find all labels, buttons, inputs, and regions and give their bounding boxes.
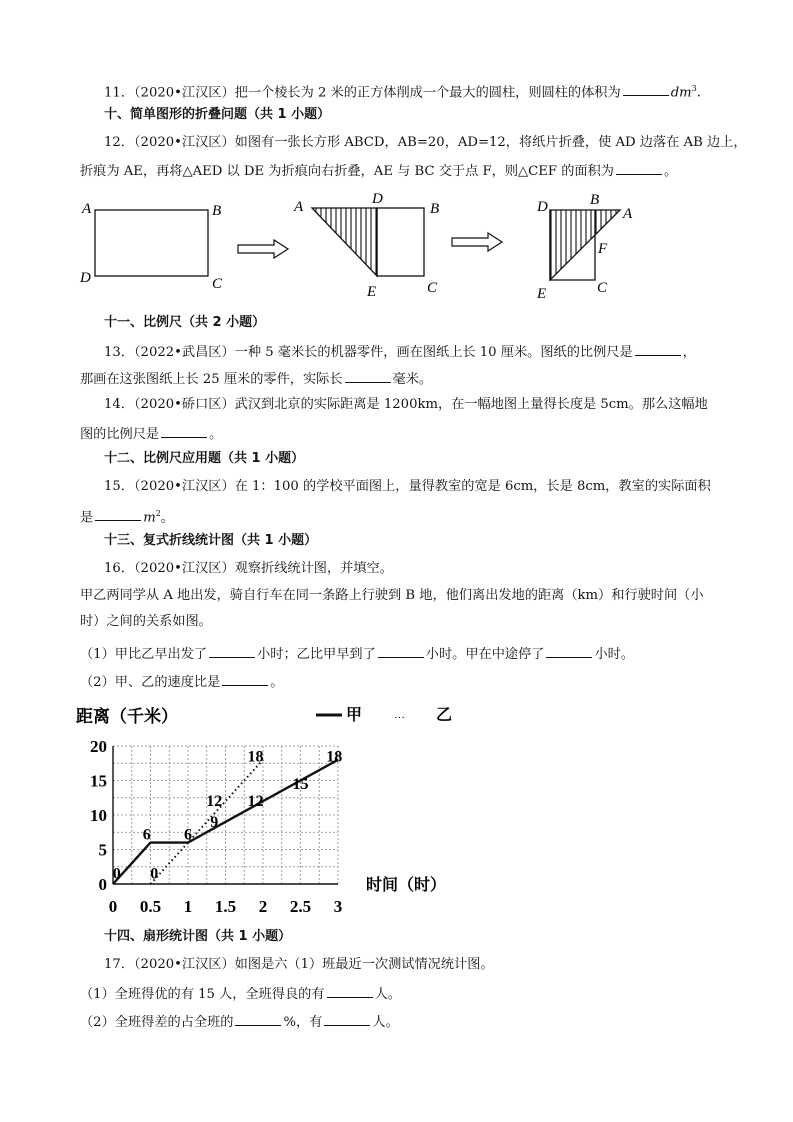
q13-line1-text: 13．（2022•武昌区）一种 5 毫米长的机器零件，画在图纸上长 10 厘米。图纸的比例尺是	[104, 345, 633, 360]
chart-ylabel: 距离（千米）	[76, 707, 178, 726]
q16-part1-d: 小时。	[594, 647, 635, 662]
q16-part2	[80, 672, 740, 692]
q15-line2-text: 是	[80, 510, 94, 526]
q16-line3: 时）之间的关系如图。	[80, 614, 212, 629]
data-label: 9	[210, 813, 219, 831]
q16-answer-blank-4[interactable]	[222, 672, 268, 686]
data-label: 15	[292, 775, 309, 793]
fold-fig3-label-f: F	[598, 241, 608, 257]
q13-line1-end: ，	[682, 345, 696, 360]
q17-part2	[80, 1012, 740, 1032]
q15-answer-blank[interactable]	[95, 507, 141, 521]
q13-answer-blank-2[interactable]	[345, 369, 391, 383]
q11-end: .	[696, 85, 701, 101]
fold-fig3-label-c: C	[597, 280, 608, 296]
q17-part2-c: 人。	[372, 1015, 399, 1030]
y-tick-label: 15	[90, 771, 107, 791]
q11-unit: dm	[670, 85, 692, 101]
legend-jia: 甲	[346, 707, 363, 724]
fold-fig1-label-b: B	[212, 203, 222, 219]
q14-line2-end: 。	[209, 427, 223, 442]
q15-line2-end: 。	[160, 510, 174, 526]
x-tick-label: 1	[183, 897, 193, 916]
fold-arrow-1	[238, 240, 288, 258]
fold-fig1-label-c: C	[212, 276, 223, 292]
x-tick-label: 1.5	[214, 897, 237, 916]
data-label: 6	[184, 826, 192, 844]
fold-fig2-label-b: B	[430, 201, 440, 217]
x-tick-label: 2	[258, 897, 268, 916]
fold-fig2-label-e: E	[367, 284, 377, 300]
q17-answer-blank-2[interactable]	[235, 1012, 281, 1026]
q16-line2: 甲乙两同学从 A 地出发，骑自行车在同一条路上行驶到 B 地，他们离出发地的距离（km）和行驶时间（小	[80, 588, 704, 603]
fold-fig1-rect	[95, 210, 208, 276]
q16-part1-a: （1）甲比乙早出发了	[80, 647, 208, 662]
section-14-heading: 十四、扇形统计图（共 1 小题）	[104, 929, 292, 944]
q16-line1: 16．（2020•江汉区）观察折线统计图，并填空。	[104, 561, 393, 576]
y-tick-label: 0	[98, 875, 107, 894]
q16-answer-blank-2[interactable]	[378, 644, 424, 658]
section-11-heading: 十一、比例尺（共 2 小题）	[104, 315, 266, 330]
q13-line2-end: 毫米。	[392, 372, 433, 387]
fold-fig3-label-b: B	[590, 192, 600, 208]
fold-fig3-label-d: D	[537, 199, 548, 215]
section-12-heading: 十二、比例尺应用题（共 1 小题）	[104, 451, 305, 466]
fold-fig2-label-a: A	[294, 199, 304, 215]
data-label: 18	[326, 748, 343, 766]
q17-part1-a: （1）全班得优的有 15 人，全班得良的有	[80, 987, 325, 1002]
chart-xlabel: 时间（时）	[366, 877, 447, 894]
data-label: 12	[206, 793, 223, 811]
q15-line1: 15．（2020•江汉区）在 1：100 的学校平面图上，量得教室的宽是 6cm，长是 8cm，教室的实际面积	[104, 479, 711, 494]
x-tick-label: 0.5	[139, 897, 162, 916]
fold-arrow-2	[452, 233, 502, 251]
data-label: 18	[247, 748, 264, 766]
data-label: 0	[112, 865, 121, 883]
q12-line2-text: 折痕为 AE，再将△AED 以 DE 为折痕向右折叠，AE 与 BC 交于点 F，则△CEF 的面积为	[80, 164, 614, 179]
data-label: 12	[247, 793, 264, 811]
fold-fig2-hatched-triangle	[312, 208, 377, 276]
q14-line2	[80, 424, 740, 444]
q12-line2	[80, 161, 740, 181]
q17-part1-b: 人。	[374, 987, 401, 1002]
fold-fig2-rect	[377, 208, 424, 276]
q16-answer-blank-1[interactable]	[209, 644, 255, 658]
legend-yi: 乙	[436, 707, 453, 724]
q14-answer-blank[interactable]	[161, 424, 207, 438]
q13-line2	[80, 369, 740, 389]
q13-line2-text: 那画在这张图纸上长 25 厘米的零件，实际长	[80, 372, 343, 387]
q17-answer-blank-3[interactable]	[324, 1012, 370, 1026]
q13-line1	[104, 342, 764, 362]
data-label: 6	[142, 826, 151, 844]
y-tick-label: 20	[90, 737, 107, 756]
q16-part2-a: （2）甲、乙的速度比是	[80, 675, 221, 690]
y-tick-label: 10	[90, 806, 107, 825]
x-tick-label: 0	[108, 897, 118, 916]
q17-answer-blank-1[interactable]	[327, 984, 373, 998]
section-13-heading: 十三、复式折线统计图（共 1 小题）	[104, 533, 318, 548]
q12-line2-end: 。	[663, 164, 678, 179]
q16-part1-b: 小时；乙比甲早到了	[257, 647, 376, 662]
q14-line1: 14．（2020•硚口区）武汉到北京的实际距离是 1200km，在一幅地图上量得长度是 5cm。那么这幅地	[104, 397, 708, 412]
q17-part1	[80, 984, 740, 1004]
q11-number: 11．（2020•江汉区）	[104, 85, 235, 101]
data-label: 0	[150, 865, 159, 883]
q11-text: 把一个棱长为 2 米的正方体削成一个最大的圆柱，则圆柱的体积为	[234, 85, 621, 101]
x-tick-label: 3	[333, 897, 343, 916]
q16-part1-c: 小时。甲在中途停了	[425, 647, 545, 662]
q11-answer-blank[interactable]	[623, 82, 669, 96]
q16-part2-b: 。	[270, 675, 284, 690]
q17-part2-b: %，有	[283, 1015, 323, 1030]
fold-fig2-label-d: D	[372, 191, 383, 207]
section-10-heading: 十、简单图形的折叠问题（共 1 小题）	[104, 107, 331, 122]
fold-fig2-label-c: C	[427, 280, 438, 296]
q11	[104, 80, 764, 102]
q12-answer-blank[interactable]	[616, 161, 662, 175]
q15-unit-sup: 2	[155, 509, 161, 518]
fold-fig3-label-a: A	[623, 206, 633, 222]
q13-answer-blank-1[interactable]	[635, 342, 681, 356]
q12-line1: 12．（2020•江汉区）如图有一张长方形 ABCD，AB=20，AD=12，将纸片折叠，使 AD 边落在 AB 边上，	[104, 135, 747, 150]
q16-answer-blank-3[interactable]	[546, 644, 592, 658]
q14-line2-text: 图的比例尺是	[80, 427, 160, 442]
q11-unit-sup: 3	[691, 84, 697, 93]
fold-fig1-label-d: D	[80, 270, 91, 286]
q15-unit: m	[143, 510, 156, 526]
q17-line1: 17．（2020•江汉区）如图是六（1）班最近一次测试情况统计图。	[104, 957, 494, 972]
folding-diagram	[70, 188, 670, 306]
q16-part1	[80, 644, 740, 664]
legend-dots: …	[394, 709, 405, 721]
fold-fig1-label-a: A	[82, 201, 92, 217]
fold-fig3-hatched-triangle	[550, 210, 620, 280]
fold-fig3-label-e: E	[537, 286, 547, 302]
q15-line2	[80, 505, 740, 527]
line-chart	[70, 700, 470, 925]
q17-part2-a: （2）全班得差的占全班的	[80, 1015, 234, 1030]
x-tick-label: 2.5	[289, 897, 312, 916]
y-tick-label: 5	[98, 840, 107, 860]
